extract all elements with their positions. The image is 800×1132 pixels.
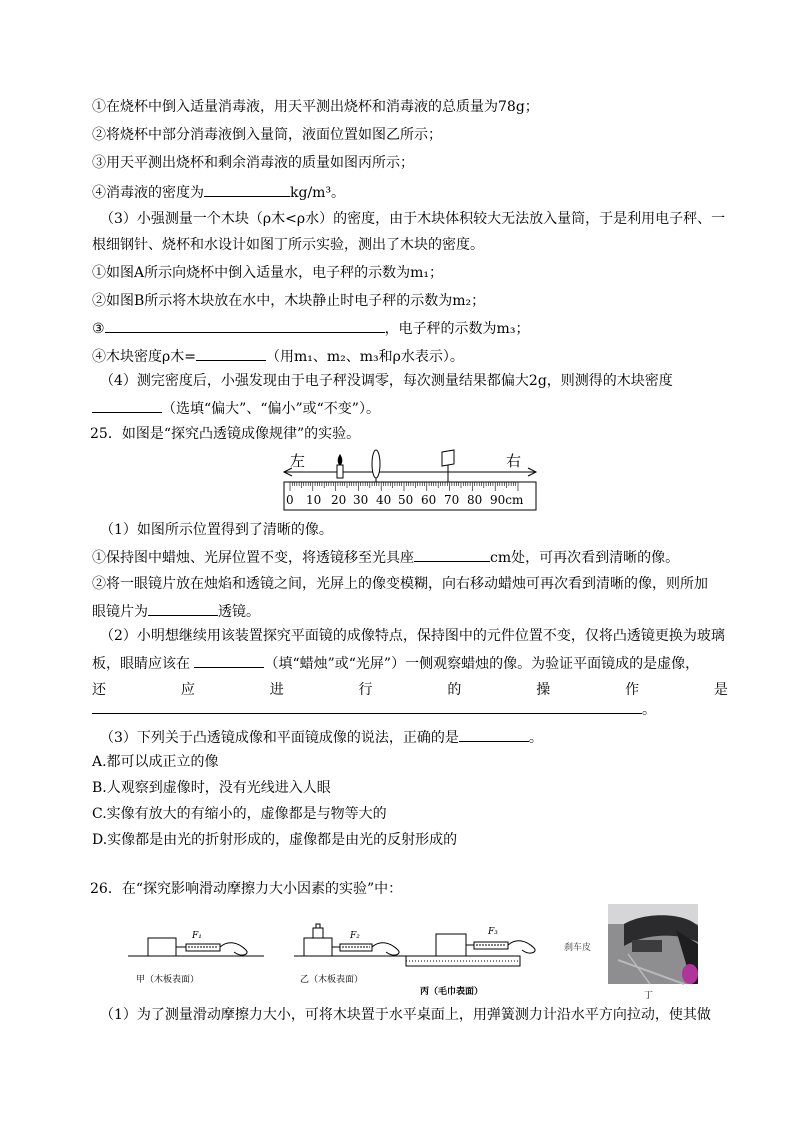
q25-p1-step2-line1: ②将一眼镜片放在烛焰和透镜之间，光屏上的像变模糊，向右移动蜡烛可再次看到清晰的像，则所加 <box>92 576 708 592</box>
caption: 丁 <box>644 991 654 1000</box>
right-label: 右 <box>506 452 522 470</box>
q25-p1: （1）如图所示位置得到了清晰的像。 <box>100 522 333 538</box>
setup-bing <box>406 927 535 997</box>
q25-title: 25．如图是“探究凸透镜成像规律”的实验。 <box>90 426 361 442</box>
q25-p1-step2-line2 <box>92 601 260 621</box>
q25-p2-line3 <box>92 679 728 699</box>
q25-option-d: D.实像都是由光的折射形成的，虚像都是由光的反射形成的 <box>92 832 458 848</box>
q25-p1-step1 <box>92 547 679 567</box>
q24-p3-step4 <box>92 346 464 366</box>
wood-block-icon <box>304 938 332 956</box>
q24-p4-line1: （4）测完密度后，小强发现由于电子秤没调零，每次测量结果都偏大2g，则测得的木块密度 <box>100 373 673 389</box>
q24-p4-line2 <box>92 398 380 418</box>
spaced-char: 进 <box>269 682 284 698</box>
force-label: F₂ <box>350 931 360 941</box>
tick-label: 70 <box>444 493 460 507</box>
q24-step4-pre: ④消毒液的密度为 <box>92 185 204 201</box>
q25-option-a: A.都可以成正立的像 <box>92 754 219 770</box>
caption: 甲（木板表面） <box>136 975 200 985</box>
force-label: F₃ <box>488 927 498 937</box>
q24-p3-line1: （3）小强测量一个木块（ρ木<ρ水）的密度，由于木块体积较大无法放入量筒，于是利用电子秤、一 <box>100 211 726 227</box>
q24-step4 <box>92 182 345 202</box>
tick-label: 90cm <box>490 493 524 507</box>
convex-lens-icon <box>372 450 380 478</box>
answer-blank[interactable] <box>204 182 290 197</box>
q25-p2-line2-pre: 板，眼睛应该在 <box>92 656 195 672</box>
setup-yi <box>294 924 410 985</box>
answer-blank[interactable] <box>414 547 490 562</box>
spaced-char: 的 <box>447 682 462 698</box>
wood-block-icon <box>148 938 176 956</box>
tick-label: 20 <box>331 493 347 507</box>
q24-p3-step4-pre: ④木块密度ρ木= <box>92 349 196 365</box>
friction-experiment-figure <box>124 900 734 1000</box>
hand-icon <box>372 943 399 955</box>
q24-p3-step3 <box>92 318 529 338</box>
q25-p2-line1: （2）小明想继续用该装置探究平面镜的成像特点，保持图中的元件位置不变，仅将凸透镜更换为玻璃 <box>100 628 725 644</box>
q25-p2-line4 <box>92 699 656 719</box>
spaced-char: 操 <box>536 682 551 698</box>
q25-option-b: B.人观察到虚像时，没有光线进入人眼 <box>92 780 331 796</box>
answer-blank[interactable] <box>105 318 385 333</box>
left-label: 左 <box>290 452 306 470</box>
hand-icon <box>508 941 535 953</box>
optical-bench-figure <box>278 448 542 512</box>
tick-label: 0 <box>286 493 294 507</box>
q24-p3-step4-post: （用m₁、m₂、m₃和ρ水表示）。 <box>265 349 464 365</box>
q25-p2-line2-post: （填“蜡烛”或“光屏”）一侧观察蜡烛的像。为验证平面镜成的是虚像， <box>264 656 700 672</box>
q25-p1-step2-post: 透镜。 <box>218 604 260 620</box>
wood-block-icon <box>436 934 466 956</box>
q24-p3-line2: 根细钢针、烧杯和水设计如图丁所示实验，测出了木块的密度。 <box>92 237 484 253</box>
bicycle-brake-photo <box>564 904 698 1000</box>
caption: 丙（毛巾表面） <box>420 987 484 997</box>
q24-step1: ①在烧杯中倒入适量消毒液，用天平测出烧杯和消毒液的总质量为78g； <box>92 99 539 115</box>
q25-p2-line4-post: 。 <box>642 702 656 718</box>
spaced-char: 作 <box>625 682 640 698</box>
q26-p1: （1）为了测量滑动摩擦力大小，可将木块置于水平桌面上，用弹簧测力计沿水平方向拉动，使其做 <box>100 1007 711 1023</box>
answer-blank[interactable] <box>196 346 266 361</box>
q24-p4-line2-post: （选填“偏大”、“偏小”或“不变”）。 <box>162 401 380 417</box>
tick-label: 50 <box>398 493 414 507</box>
q24-p3-step3-post: ，电子秤的示数为m₃； <box>384 321 530 337</box>
candle-icon <box>337 454 343 478</box>
force-label: F₁ <box>192 931 202 941</box>
spaced-char: 应 <box>180 682 195 698</box>
spaced-char: 还 <box>92 682 106 698</box>
hand-icon <box>220 943 247 955</box>
q25-p1-step1-post: cm处，可再次看到清晰的像。 <box>490 550 680 566</box>
q25-p3-post: 。 <box>528 730 543 746</box>
brake-pad-label: 刹车皮 <box>564 943 592 953</box>
q24-step3: ③用天平测出烧杯和剩余消毒液的质量如图丙所示； <box>92 155 414 171</box>
q25-p3-pre: （3）下列关于凸透镜成像和平面镜成像的说法，正确的是 <box>100 730 459 746</box>
q25-p2-line2 <box>92 653 699 673</box>
light-screen-icon <box>442 450 454 482</box>
q24-p3-step2: ②如图B所示将木块放在水中，木块静止时电子秤的示数为m₂； <box>92 293 486 309</box>
spaced-char: 行 <box>358 682 373 698</box>
tick-label: 40 <box>376 493 392 507</box>
answer-blank[interactable] <box>92 699 642 714</box>
tick-label: 30 <box>353 493 369 507</box>
setup-jia <box>128 931 264 985</box>
q24-step2: ②将烧杯中部分消毒液倒入量筒，液面位置如图乙所示； <box>92 127 442 143</box>
spaced-char: 是 <box>713 682 728 698</box>
q26-title: 26．在“探究影响滑动摩擦力大小因素的实验”中： <box>90 881 403 897</box>
q24-p3-step3-pre: ③ <box>92 321 105 337</box>
q25-option-c: C.实像有放大的有缩小的，虚像都是与物等大的 <box>92 806 387 822</box>
tick-label: 10 <box>306 493 322 507</box>
q25-p1-step1-pre: ①保持图中蜡烛、光屏位置不变，将透镜移至光具座 <box>92 550 414 566</box>
ruler <box>284 482 536 510</box>
caption: 乙（木板表面） <box>300 975 364 985</box>
weight-icon <box>313 928 323 938</box>
answer-blank[interactable] <box>148 601 218 616</box>
tick-label: 80 <box>467 493 483 507</box>
q24-p3-step1: ①如图A所示向烧杯中倒入适量水，电子秤的示数为m₁； <box>92 265 443 281</box>
answer-blank[interactable] <box>459 727 529 742</box>
answer-blank[interactable] <box>194 653 264 668</box>
q25-p1-step2-pre: 眼镜片为 <box>92 604 148 620</box>
answer-blank[interactable] <box>92 398 162 413</box>
q24-step4-post: kg/m³。 <box>290 185 346 201</box>
q25-p3 <box>100 727 543 747</box>
tick-label: 60 <box>421 493 437 507</box>
